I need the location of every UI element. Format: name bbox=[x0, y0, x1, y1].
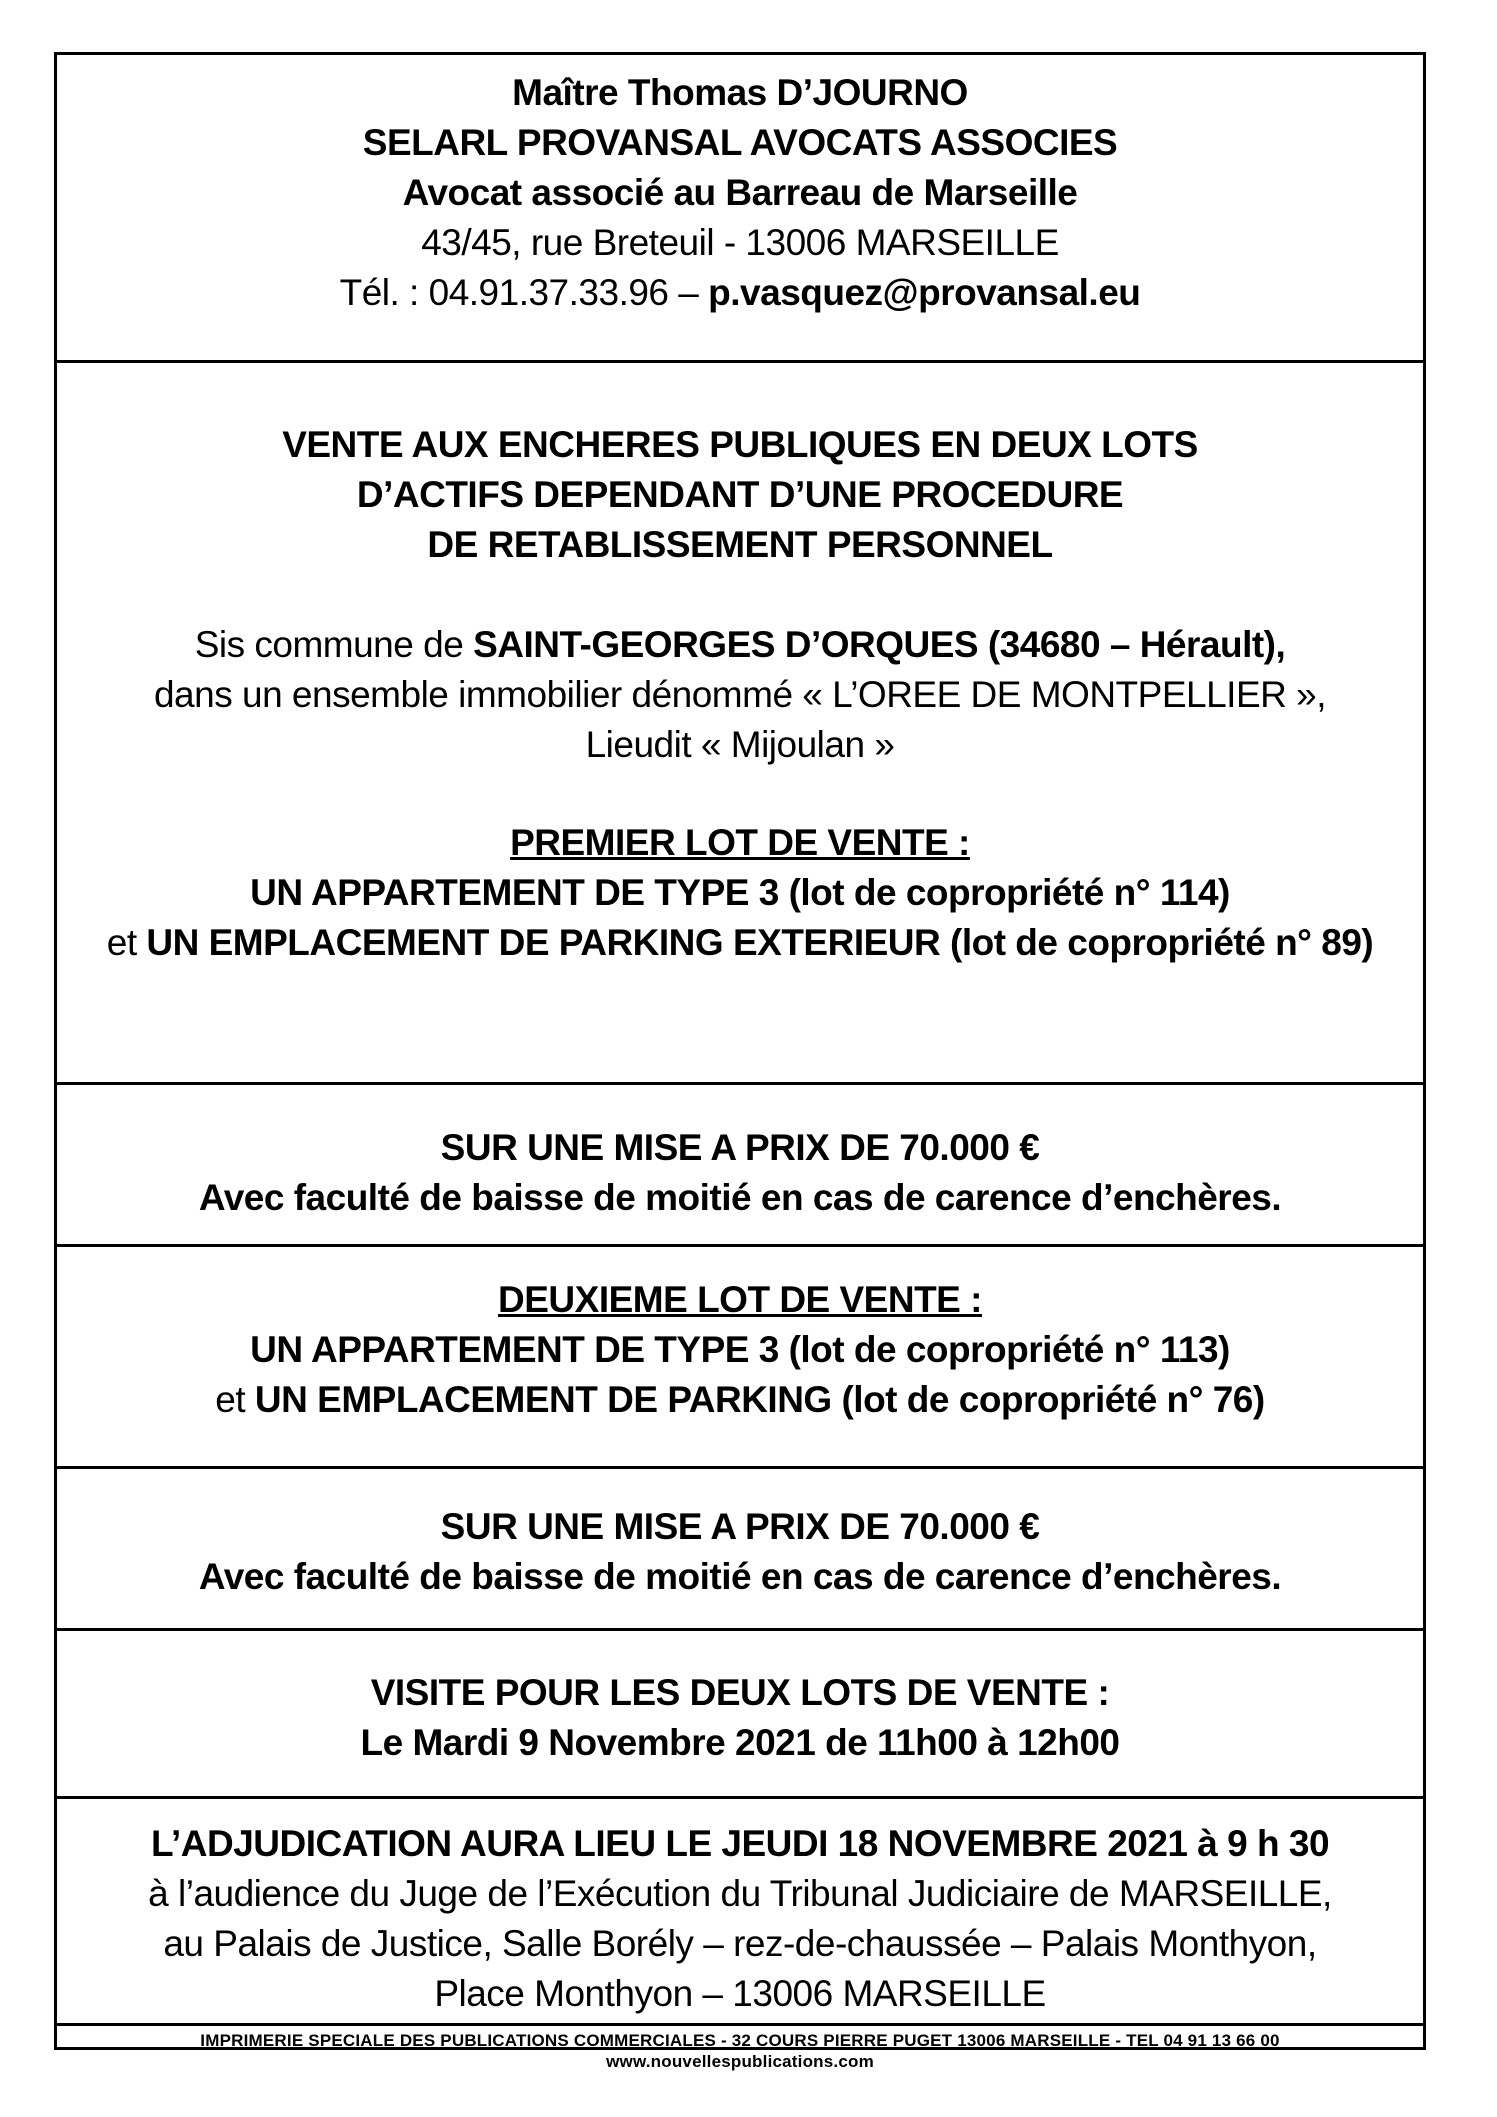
email-link[interactable]: p.vasquez@provansal.eu bbox=[708, 272, 1141, 313]
lot2-parking: UN EMPLACEMENT DE PARKING (lot de copropriété n° 76) bbox=[254, 1379, 1265, 1420]
sale-title-line-3: DE RETABLISSEMENT PERSONNEL bbox=[427, 524, 1053, 565]
lot2-price-amount: SUR UNE MISE A PRIX DE 70.000 € bbox=[440, 1506, 1040, 1547]
phone: Tél. : 04.91.37.33.96 – bbox=[339, 272, 709, 313]
visit-heading: VISITE POUR LES DEUX LOTS DE VENTE : bbox=[370, 1672, 1110, 1713]
visit-section bbox=[57, 1631, 1423, 1799]
lot1-parking: UN EMPLACEMENT DE PARKING EXTERIEUR (lot de copropriété n° 89) bbox=[146, 922, 1374, 963]
location-line-1 bbox=[57, 620, 1423, 670]
adjudication-section bbox=[57, 1799, 1423, 2026]
adjudication-address: Place Monthyon – 13006 MARSEILLE bbox=[434, 1973, 1046, 2014]
lot2-description-1: UN APPARTEMENT DE TYPE 3 (lot de copropriété n° 113) bbox=[250, 1329, 1230, 1370]
adjudication-date: L’ADJUDICATION AURA LIEU LE JEUDI 18 NOVEMBRE 2021 à 9 h 30 bbox=[150, 1823, 1330, 1864]
location-line-3: Lieudit « Mijoulan » bbox=[585, 724, 895, 765]
firm-address: 43/45, rue Breteuil - 13006 MARSEILLE bbox=[421, 222, 1059, 263]
lawyer-header bbox=[57, 55, 1423, 363]
location-name: SAINT-GEORGES D’ORQUES (34680 – Hérault), bbox=[473, 624, 1286, 665]
sale-title-line-1: VENTE AUX ENCHERES PUBLIQUES EN DEUX LOTS bbox=[282, 424, 1198, 465]
sale-announcement bbox=[57, 363, 1423, 1085]
adjudication-venue: au Palais de Justice, Salle Borély – rez-de-chaussée – Palais Monthyon, bbox=[163, 1923, 1317, 1964]
firm-name: SELARL PROVANSAL AVOCATS ASSOCIES bbox=[362, 122, 1118, 163]
lot2-heading: DEUXIEME LOT DE VENTE : bbox=[498, 1279, 982, 1320]
lot1-price-amount: SUR UNE MISE A PRIX DE 70.000 € bbox=[440, 1127, 1040, 1168]
lot1-price bbox=[57, 1085, 1423, 1247]
lot1-description-1: UN APPARTEMENT DE TYPE 3 (lot de copropriété n° 114) bbox=[250, 872, 1230, 913]
lawyer-title: Avocat associé au Barreau de Marseille bbox=[402, 172, 1078, 213]
location-line-2: dans un ensemble immobilier dénommé « L’OREE DE MONTPELLIER », bbox=[153, 674, 1326, 715]
location-prefix: Sis commune de bbox=[194, 624, 474, 665]
contact-line bbox=[57, 268, 1423, 318]
lot2-price bbox=[57, 1469, 1423, 1631]
visit-date: Le Mardi 9 Novembre 2021 de 11h00 à 12h00 bbox=[360, 1722, 1120, 1763]
lot1-prefix: et bbox=[106, 922, 147, 963]
printer-info: IMPRIMERIE SPECIALE DES PUBLICATIONS COMMERCIALES - 32 COURS PIERRE PUGET 13006 MARSEILLE - TEL 04 91 13 66 00 bbox=[200, 2031, 1280, 2050]
lot2-prefix: et bbox=[215, 1379, 255, 1420]
lot2-section bbox=[57, 1247, 1423, 1469]
printer-footer bbox=[57, 2026, 1423, 2071]
lot2-description-2 bbox=[57, 1375, 1423, 1425]
lot1-price-note: Avec faculté de baisse de moitié en cas de carence d’enchères. bbox=[198, 1177, 1282, 1218]
sale-title-line-2: D’ACTIFS DEPENDANT D’UNE PROCEDURE bbox=[356, 474, 1124, 515]
lot1-heading: PREMIER LOT DE VENTE : bbox=[510, 822, 970, 863]
lot2-price-note: Avec faculté de baisse de moitié en cas de carence d’enchères. bbox=[198, 1556, 1282, 1597]
notice-frame bbox=[54, 52, 1426, 2071]
adjudication-court: à l’audience du Juge de l’Exécution du Tribunal Judiciaire de MARSEILLE, bbox=[148, 1873, 1332, 1914]
lawyer-name: Maître Thomas D’JOURNO bbox=[512, 72, 968, 113]
printer-website[interactable]: www.nouvellespublications.com bbox=[606, 2052, 874, 2071]
lot1-description-2 bbox=[57, 918, 1423, 968]
